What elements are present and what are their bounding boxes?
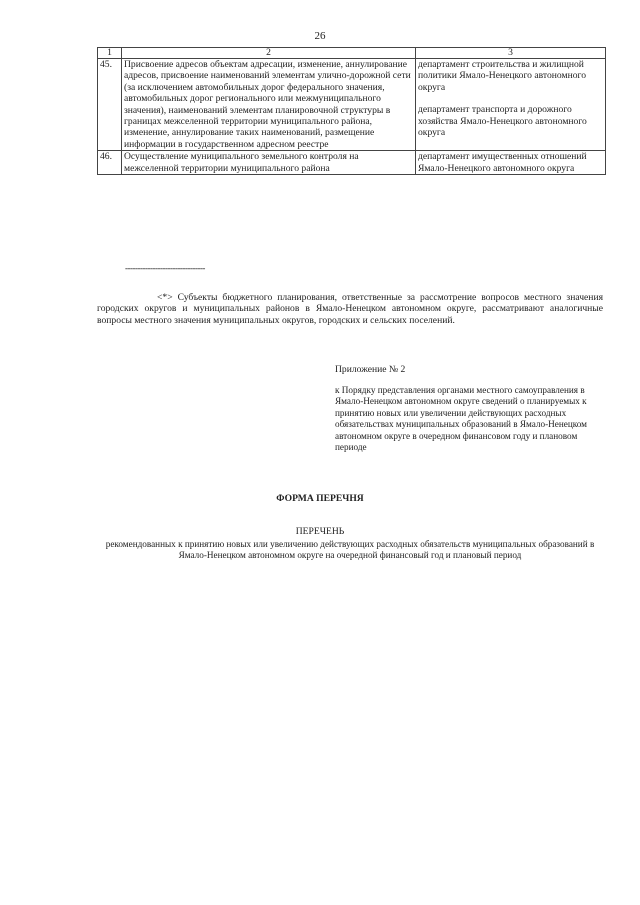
- table-row: [98, 59, 606, 151]
- page-number: 26: [314, 30, 326, 42]
- row-number: 45.: [98, 59, 122, 151]
- row-description: Присвоение адресов объектам адресации, изменение, аннулирование адресов, присвоение наименований элементам улично-дорожной сети (за исключением автомобильных дорог федерального значения, автомобильных дорог регионального или межмуниципального значения), наименований элементам планировочной структуры в границах межселенной территории муниципального района, изменение, аннулирование таких наименований, размещение информации в государственном адресном реестре: [122, 59, 416, 151]
- row-description: Осуществление муниципального земельного контроля на межселенной территории муниципального района: [122, 151, 416, 175]
- row-departments: [416, 59, 606, 151]
- footnote-separator: --------------------------------: [125, 263, 205, 273]
- appendix-title: Приложение № 2: [335, 364, 406, 375]
- column-header-number: 1: [98, 48, 122, 59]
- list-title: ПЕРЕЧЕНЬ: [295, 526, 345, 537]
- row-number: 46.: [98, 151, 122, 175]
- department-name: департамент имущественных отношений Ямало-Ненецкого автономного округа: [418, 151, 587, 174]
- table-row: [98, 151, 606, 175]
- department-name: департамент транспорта и дорожного хозяйства Ямало-Ненецкого автономного округа: [418, 104, 587, 139]
- authority-table: [97, 47, 606, 175]
- column-header-department: 3: [416, 48, 606, 59]
- footnote-text: <*> Субъекты бюджетного планирования, ответственные за рассмотрение вопросов местного значения городских округов и муниципальных районов в Ямало-Ненецком автономном округе, рассматривают аналогичные вопросы местного значения муниципальных округов, городских и сельских поселений.: [97, 292, 603, 326]
- column-header-description: 2: [122, 48, 416, 59]
- appendix-text: к Порядку представления органами местного самоуправления в Ямало-Ненецком автономном округе сведений о планируемых к принятию новых или увеличении действующих расходных обязательствах муниципальных образований в Ямало-Ненецком автономном округе в очередном финансовом году и плановом периоде: [335, 385, 587, 453]
- row-departments: [416, 151, 606, 175]
- table-header-row: [98, 48, 606, 59]
- form-title: ФОРМА ПЕРЕЧНЯ: [276, 493, 364, 504]
- list-subtitle: рекомендованных к принятию новых или увеличению действующих расходных обязательств муниципальных образований в Ямало-Ненецком автономном округе на очередной финансовый год и плановый период: [105, 539, 595, 561]
- department-name: департамент строительства и жилищной политики Ямало-Ненецкого автономного округа: [418, 59, 587, 93]
